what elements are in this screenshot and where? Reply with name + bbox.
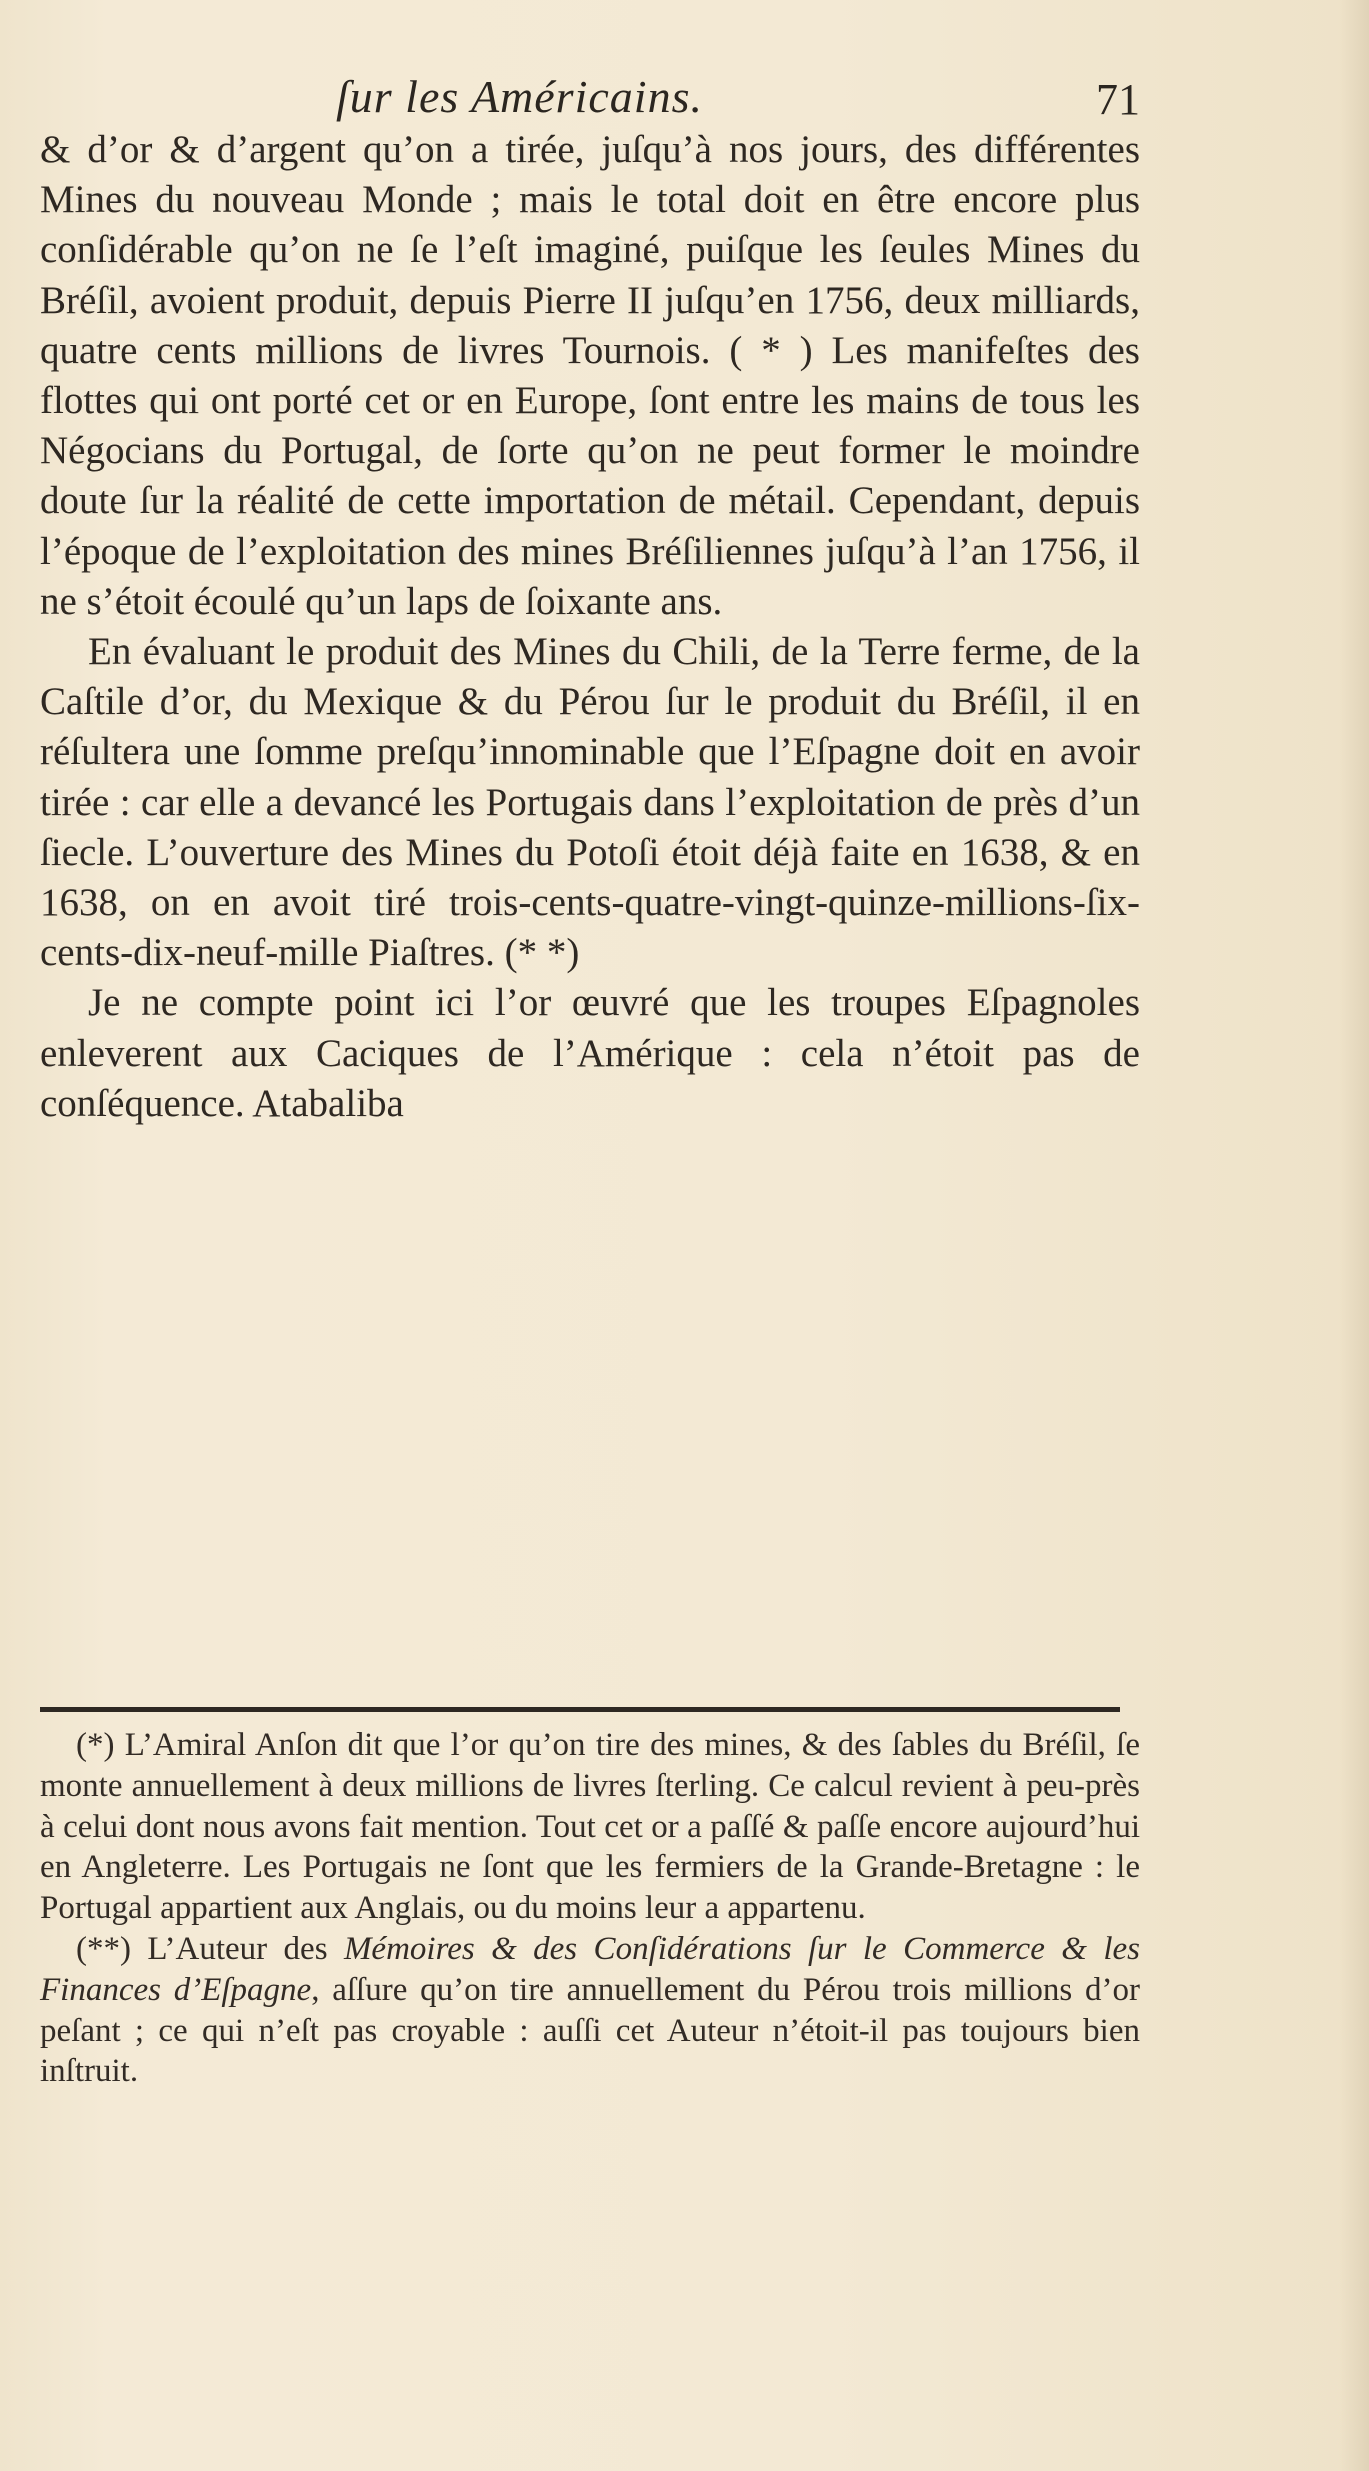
footnote-2 [40, 1929, 1140, 2092]
page-header [40, 70, 1140, 130]
footnote-2-title: Mémoires & des Conſidérations ſur le Commerce & les Finances d’Eſpagne [40, 1930, 1140, 2008]
footnote-1: (*) L’Amiral Anſon dit que l’or qu’on tire des mines, & des ſables du Bréſil, ſe monte annuellement à deux millions de livres ſterling. Ce calcul revient à peu-près à celui dont nous avons fait mention. Tout cet or a paſſé & paſſe encore aujourd’hui en Angleterre. Les Portugais ne ſont que les fermiers de la Grande-Bretagne : le Portugal appartient aux Anglais, ou du moins leur a appartenu. [40, 1727, 1140, 1927]
running-title: ſur les Américains. [336, 71, 703, 122]
footnote-2-rest: , aſſure qu’on tire annuellement du Pérou trois millions d’or peſant ; ce qui n’eſt pas croyable : auſſi cet Auteur n’étoit-il pas toujours bien inſtruit. [40, 1971, 1140, 2090]
page-number: 71 [1096, 75, 1140, 124]
footnote-2-lead: (**) L’Auteur des [76, 1930, 344, 1967]
paragraph-1: & d’or & d’argent qu’on a tirée, juſqu’à nos jours, des différentes Mines du nouveau Monde ; mais le total doit en être encore plus conſidérable qu’on ne ſe l’eſt imaginé, puiſque les ſeules Mines du Bréſil, avoient produit, depuis Pierre II juſqu’en 1756, deux milliards, quatre cents millions de livres Tournois. ( * ) Les manifeſtes des flottes qui ont porté cet or en Europe, ſont entre les mains de tous les Négocians du Portugal, de ſorte qu’on ne peut former le moindre doute ſur la réalité de cette importation de métail. Cependant, depuis l’époque de l’exploitation des mines Bréſiliennes juſqu’à l’an 1756, il ne s’étoit écoulé qu’un laps de ſoixante ans. [40, 128, 1140, 623]
footnotes [40, 1725, 1140, 2092]
footnote-rule [40, 1707, 1120, 1712]
paragraph-3: Je ne compte point ici l’or œuvré que les troupes Eſpagnoles enleverent aux Caciques de l’Amérique : cela n’étoit pas de conſéquence. Atabaliba [40, 981, 1140, 1125]
main-text [40, 125, 1140, 1129]
page-edge-shadow [1339, 0, 1369, 2471]
paragraph-2: En évaluant le produit des Mines du Chili, de la Terre ferme, de la Caſtile d’or, du Mexique & du Pérou ſur le produit du Bréſil, il en réſultera une ſomme preſqu’innominable que l’Eſpagne doit en avoir tirée : car elle a devancé les Portugais dans l’exploitation de près d’un ſiecle. L’ouverture des Mines du Potoſi étoit déjà faite en 1638, & en 1638, on en avoit tiré trois-cents-quatre-vingt-quinze-millions-ſix-cents-dix-neuf-mille Piaſtres. (* *) [40, 630, 1140, 975]
